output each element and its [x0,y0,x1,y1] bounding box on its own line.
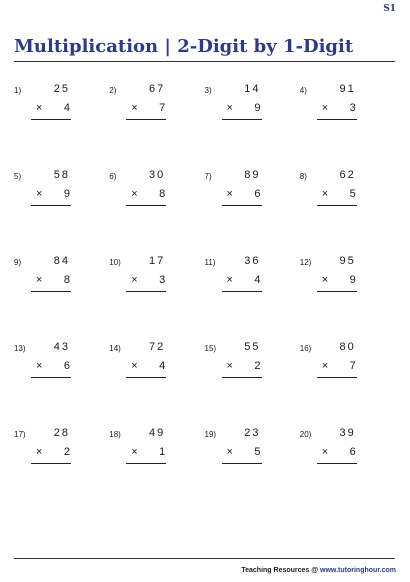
top-operand: 39 [339,427,356,439]
multiplier-row [227,188,261,200]
answer-line [222,205,262,206]
answer-line [31,291,71,292]
multiplier-row [322,446,356,458]
bottom-operand: 4 [159,360,166,372]
problem-number: 19) [204,430,217,439]
times-sign: × [131,360,138,372]
bottom-operand: 8 [63,274,70,286]
multiplier-row [322,188,356,200]
footer-site: www.tutoringhour.com [320,567,396,574]
bottom-operand: 7 [349,360,356,372]
problem-2 [109,82,204,168]
problem-number: 10) [109,258,121,267]
times-sign: × [321,446,329,458]
multiplier-row [131,446,165,458]
problem-number: 14) [109,344,121,353]
problem-14 [109,340,204,426]
answer-line [317,119,357,120]
answer-line [31,377,71,378]
multiplier-row [36,446,70,458]
answer-line [317,205,357,206]
times-sign: × [131,102,138,114]
multiplier-row [227,274,261,286]
problem-number: 2) [109,86,117,95]
bottom-operand: 3 [159,274,166,286]
problem-17 [14,426,109,512]
top-operand: 28 [53,427,70,439]
problem-number: 5) [14,172,22,181]
times-sign: × [321,102,329,114]
bottom-operand: 9 [349,274,356,286]
bottom-operand: 1 [159,446,166,458]
bottom-operand: 6 [254,188,261,200]
problem-number: 13) [14,344,26,353]
answer-line [31,463,71,464]
answer-line [317,377,357,378]
times-sign: × [36,446,43,458]
times-sign: × [131,188,138,200]
times-sign: × [36,360,43,372]
problem-20 [300,426,395,512]
answer-line [31,119,71,120]
multiplier-row [36,188,70,200]
times-sign: × [131,446,138,458]
bottom-operand: 5 [349,188,356,200]
answer-line [126,291,166,292]
problem-10 [109,254,204,340]
bottom-operand: 5 [254,446,261,458]
multiplier-row [36,274,70,286]
answer-line [222,463,262,464]
multiplier-row [322,360,356,372]
problem-number: 18) [109,430,121,439]
multiplier-row [322,102,356,114]
top-operand: 72 [149,341,166,353]
times-sign: × [321,188,329,200]
answer-line [222,119,262,120]
top-operand: 55 [244,341,261,353]
footer-prefix: Teaching Resources @ [241,567,321,574]
multiplier-row [227,360,261,372]
problem-5 [14,168,109,254]
top-operand: 67 [149,83,166,95]
header-divider [14,61,395,62]
problem-13 [14,340,109,426]
problem-7 [205,168,300,254]
top-operand: 91 [339,83,356,95]
problem-15 [205,340,300,426]
times-sign: × [321,274,329,286]
bottom-operand: 2 [63,446,70,458]
top-operand: 58 [53,169,70,181]
problem-number: 20) [299,430,312,439]
times-sign: × [36,274,43,286]
multiplier-row [36,102,70,114]
answer-line [222,377,262,378]
multiplier-row [131,102,165,114]
top-operand: 14 [244,83,261,95]
times-sign: × [226,102,233,114]
times-sign: × [226,188,233,200]
answer-line [126,205,166,206]
multiplier-row [322,274,356,286]
top-operand: 80 [339,341,356,353]
times-sign: × [321,360,329,372]
problem-9 [14,254,109,340]
bottom-operand: 9 [63,188,70,200]
answer-line [317,291,357,292]
bottom-operand: 7 [159,102,166,114]
times-sign: × [226,360,233,372]
top-operand: 89 [244,169,261,181]
problem-number: 4) [299,86,307,95]
problem-6 [109,168,204,254]
page-title: Multiplication | 2-Digit by 1-Digit [14,36,354,57]
bottom-operand: 4 [254,274,261,286]
answer-line [317,463,357,464]
problem-19 [205,426,300,512]
problem-number: 16) [299,344,312,353]
times-sign: × [36,188,43,200]
problem-number: 11) [204,258,216,267]
answer-line [126,119,166,120]
problem-number: 17) [14,430,26,439]
problem-12 [300,254,395,340]
times-sign: × [226,446,233,458]
times-sign: × [36,102,43,114]
problem-number: 1) [14,86,22,95]
problem-number: 8) [299,172,307,181]
problem-3 [205,82,300,168]
top-operand: 17 [149,255,166,267]
top-operand: 84 [53,255,70,267]
bottom-operand: 2 [254,360,261,372]
footer-credit [241,567,396,574]
problem-16 [300,340,395,426]
problem-number: 7) [204,172,212,181]
times-sign: × [131,274,138,286]
problem-number: 3) [204,86,212,95]
problem-number: 9) [14,258,22,267]
problem-11 [205,254,300,340]
problem-4 [300,82,395,168]
multiplier-row [36,360,70,372]
top-operand: 25 [53,83,70,95]
problem-18 [109,426,204,512]
top-operand: 49 [149,427,166,439]
multiplier-row [131,360,165,372]
answer-line [222,291,262,292]
sheet-code: S1 [383,4,396,14]
answer-line [31,205,71,206]
problem-8 [300,168,395,254]
top-operand: 95 [339,255,356,267]
answer-line [126,463,166,464]
bottom-operand: 4 [63,102,70,114]
problem-1 [14,82,109,168]
problem-number: 6) [109,172,117,181]
footer-divider [14,558,395,559]
top-operand: 30 [149,169,166,181]
problem-grid [14,82,395,512]
top-operand: 43 [53,341,70,353]
bottom-operand: 6 [63,360,70,372]
top-operand: 23 [244,427,261,439]
multiplier-row [131,188,165,200]
times-sign: × [226,274,233,286]
top-operand: 36 [244,255,261,267]
bottom-operand: 9 [254,102,261,114]
top-operand: 62 [339,169,356,181]
multiplier-row [227,446,261,458]
answer-line [126,377,166,378]
bottom-operand: 3 [349,102,356,114]
problem-number: 12) [299,258,312,267]
multiplier-row [131,274,165,286]
bottom-operand: 6 [349,446,356,458]
bottom-operand: 8 [159,188,166,200]
multiplier-row [227,102,261,114]
problem-number: 15) [204,344,217,353]
